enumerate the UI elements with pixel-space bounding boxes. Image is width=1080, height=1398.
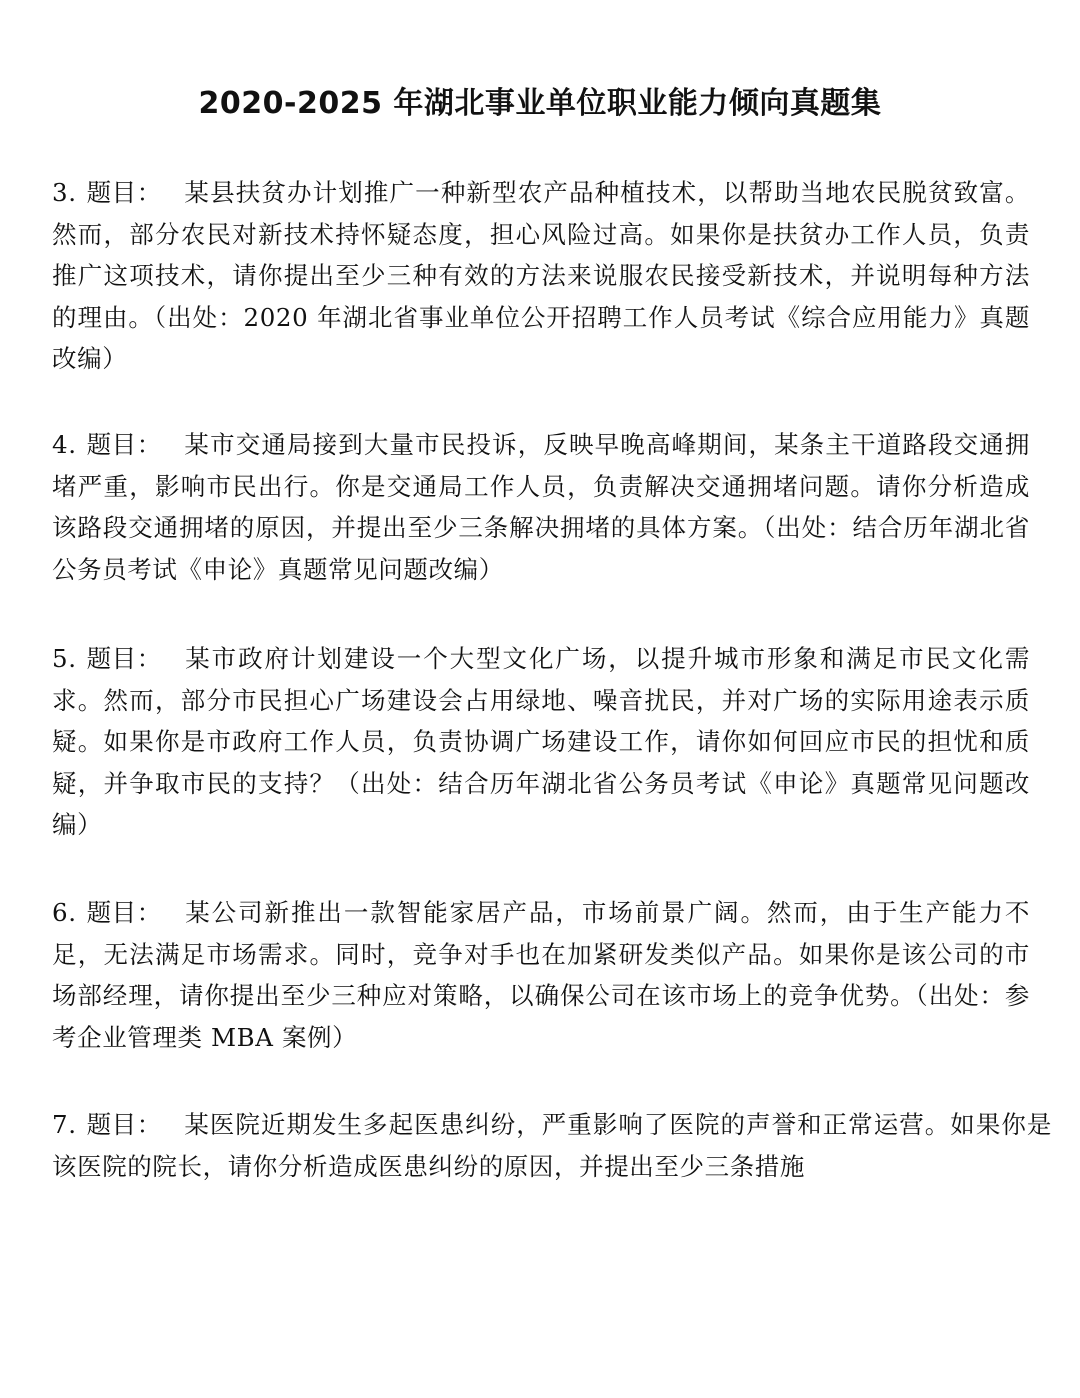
- question-number: 3.: [52, 178, 77, 207]
- question-item: [52, 638, 1030, 846]
- question-text: 某医院近期发生多起医患纠纷，严重影响了医院的声誉和正常运营。如果你是该医院的院长，请你分析造成医患纠纷的原因，并提出至少三条措施: [52, 1110, 1052, 1181]
- question-number: 5.: [52, 644, 77, 673]
- question-item: [52, 892, 1030, 1058]
- question-number: 6.: [52, 898, 77, 927]
- question-text: 某市交通局接到大量市民投诉，反映早晚高峰期间，某条主干道路段交通拥堵严重，影响市民出行。你是交通局工作人员，负责解决交通拥堵问题。请你分析造成该路段交通拥堵的原因，并提出至少三条解决拥堵的具体方案。（出处：结合历年湖北省公务员考试《申论》真题常见问题改编）: [52, 430, 1030, 584]
- question-text: 某公司新推出一款智能家居产品，市场前景广阔。然而，由于生产能力不足，无法满足市场需求。同时，竞争对手也在加紧研发类似产品。如果你是该公司的市场部经理，请你提出至少三种应对策略，以确保公司在该市场上的竞争优势。（出处：参考企业管理类 MBA 案例）: [52, 898, 1030, 1052]
- question-label: 题目：: [86, 430, 162, 459]
- question-text: 某市政府计划建设一个大型文化广场，以提升城市形象和满足市民文化需求。然而，部分市民担心广场建设会占用绿地、噪音扰民，并对广场的实际用途表示质疑。如果你是市政府工作人员，负责协调广场建设工作，请你如何回应市民的担忧和质疑，并争取市民的支持？（出处：结合历年湖北省公务员考试《申论》真题常见问题改编）: [52, 644, 1030, 839]
- question-label: 题目：: [86, 178, 162, 207]
- document-title: 2020-2025 年湖北事业单位职业能力倾向真题集: [198, 86, 882, 122]
- question-label: 题目：: [86, 644, 162, 673]
- question-item: [52, 424, 1030, 590]
- question-label: 题目：: [86, 1110, 162, 1139]
- question-item: [52, 172, 1030, 380]
- question-number: 4.: [52, 430, 77, 459]
- question-text: 某县扶贫办计划推广一种新型农产品种植技术，以帮助当地农民脱贫致富。然而，部分农民对新技术持怀疑态度，担心风险过高。如果你是扶贫办工作人员，负责推广这项技术，请你提出至少三种有效的方法来说服农民接受新技术，并说明每种方法的理由。（出处：2020 年湖北省事业单位公开招聘工作人员考试《综合应用能力》真题改编）: [52, 178, 1030, 373]
- question-label: 题目：: [86, 898, 162, 927]
- question-item: [52, 1104, 1052, 1187]
- question-number: 7.: [52, 1110, 77, 1139]
